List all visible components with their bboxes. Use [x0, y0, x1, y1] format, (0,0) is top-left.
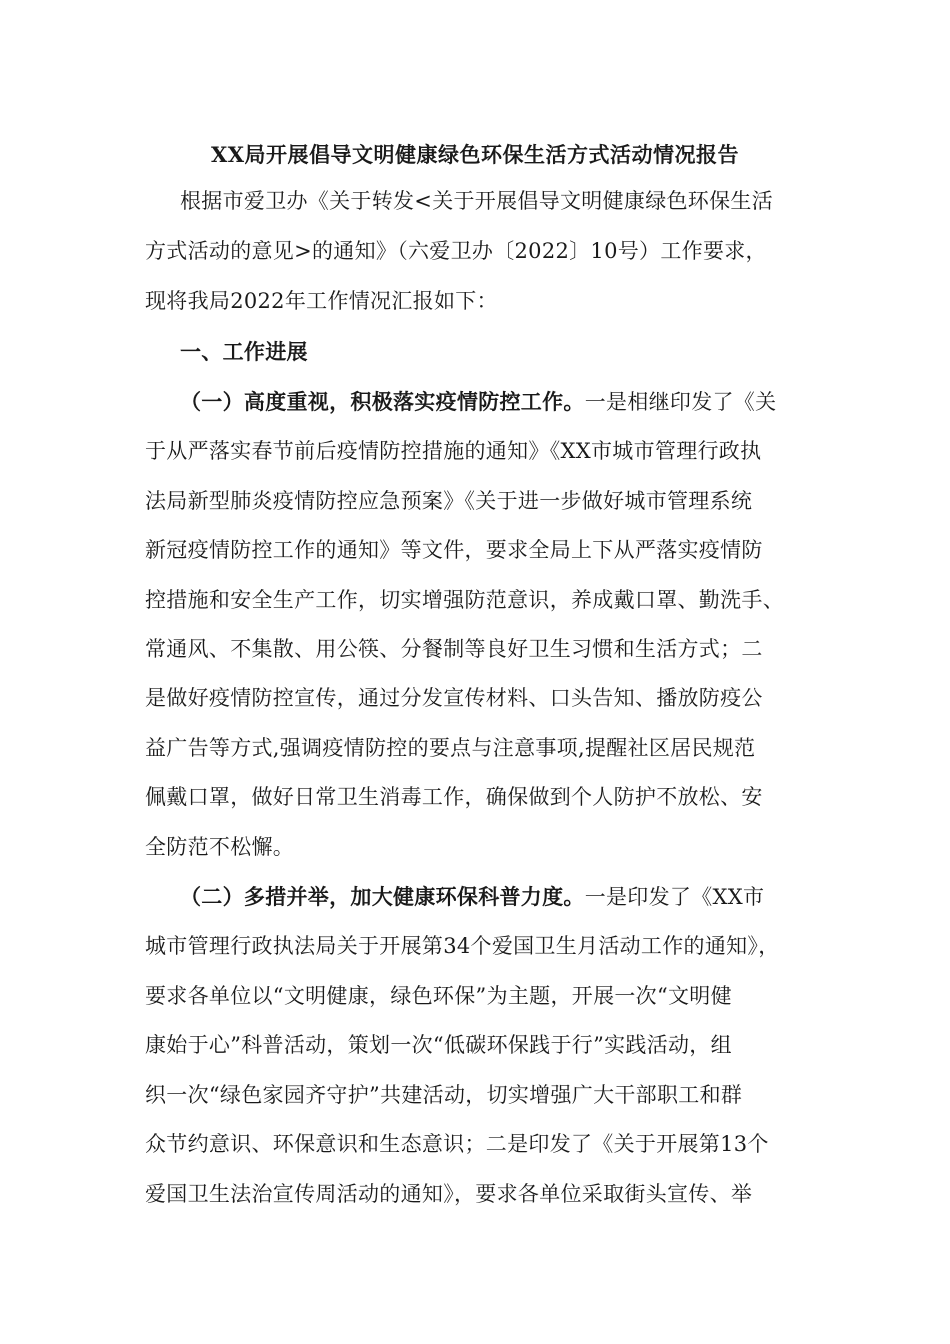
- subsection-1-line: 控措施和安全生产工作，切实增强防范意识，养成戴口罩、勤洗手、: [145, 588, 784, 612]
- subsection-2-line: 织一次“绿色家园齐守护”共建活动，切实增强广大干部职工和群: [145, 1083, 743, 1107]
- subsection-1-line: 于从严落实春节前后疫情防控措施的通知》《XX市城市管理行政执: [145, 439, 762, 463]
- subsection-1-line: 益广告等方式,强调疫情防控的要点与注意事项,提醒社区居民规范: [145, 736, 756, 760]
- subsection-1-line: 全防范不松懈。: [145, 835, 295, 859]
- subsection-1-line: 新冠疫情防控工作的通知》等文件，要求全局上下从严落实疫情防: [145, 538, 763, 562]
- subsection-2-line: 爱国卫生法治宣传周活动的通知》，要求各单位采取街头宣传、举: [145, 1182, 753, 1206]
- subsection-1-first-line-text: 一是相继印发了《关: [584, 390, 777, 414]
- section-heading: 一、工作进展: [180, 339, 308, 364]
- subsection-2-line: 康始于心”科普活动，策划一次“低碳环保践于行”实践活动，组: [145, 1033, 732, 1057]
- subsection-2-first-line-text: 一是印发了《XX市: [584, 885, 765, 909]
- intro-line-1: 根据市爱卫办《关于转发<关于开展倡导文明健康绿色环保生活: [180, 189, 773, 213]
- subsection-2-line: 众节约意识、环保意识和生态意识；二是印发了《关于开展第13个: [145, 1132, 769, 1156]
- subsection-1-line: 佩戴口罩，做好日常卫生消毒工作，确保做到个人防护不放松、安: [145, 785, 763, 809]
- subsection-1-line: 常通风、不集散、用公筷、分餐制等良好卫生习惯和生活方式；二: [145, 637, 763, 661]
- intro-line-2: 方式活动的意见>的通知》（六爱卫办〔2022〕10号）工作要求，: [145, 239, 767, 263]
- intro-line-3: 现将我局2022年工作情况汇报如下：: [145, 289, 498, 313]
- subsection-2-line: 要求各单位以“文明健康，绿色环保”为主题，开展一次“文明健: [145, 984, 732, 1008]
- subsection-2-first-line: [180, 882, 764, 912]
- document-title: XX局开展倡导文明健康绿色环保生活方式活动情况报告: [210, 142, 740, 167]
- subsection-1-line: 法局新型肺炎疫情防控应急预案》《关于进一步做好城市管理系统: [145, 489, 753, 513]
- subsection-1-first-line: [180, 387, 776, 417]
- subsection-1-line: 是做好疫情防控宣传，通过分发宣传材料、口头告知、播放防疫公: [145, 686, 763, 710]
- subsection-2-line: 城市管理行政执法局关于开展第34个爱国卫生月活动工作的通知》，: [145, 934, 780, 958]
- subsection-1-heading: （一）高度重视，积极落实疫情防控工作。: [180, 389, 585, 414]
- subsection-2-heading: （二）多措并举，加大健康环保科普力度。: [180, 884, 585, 909]
